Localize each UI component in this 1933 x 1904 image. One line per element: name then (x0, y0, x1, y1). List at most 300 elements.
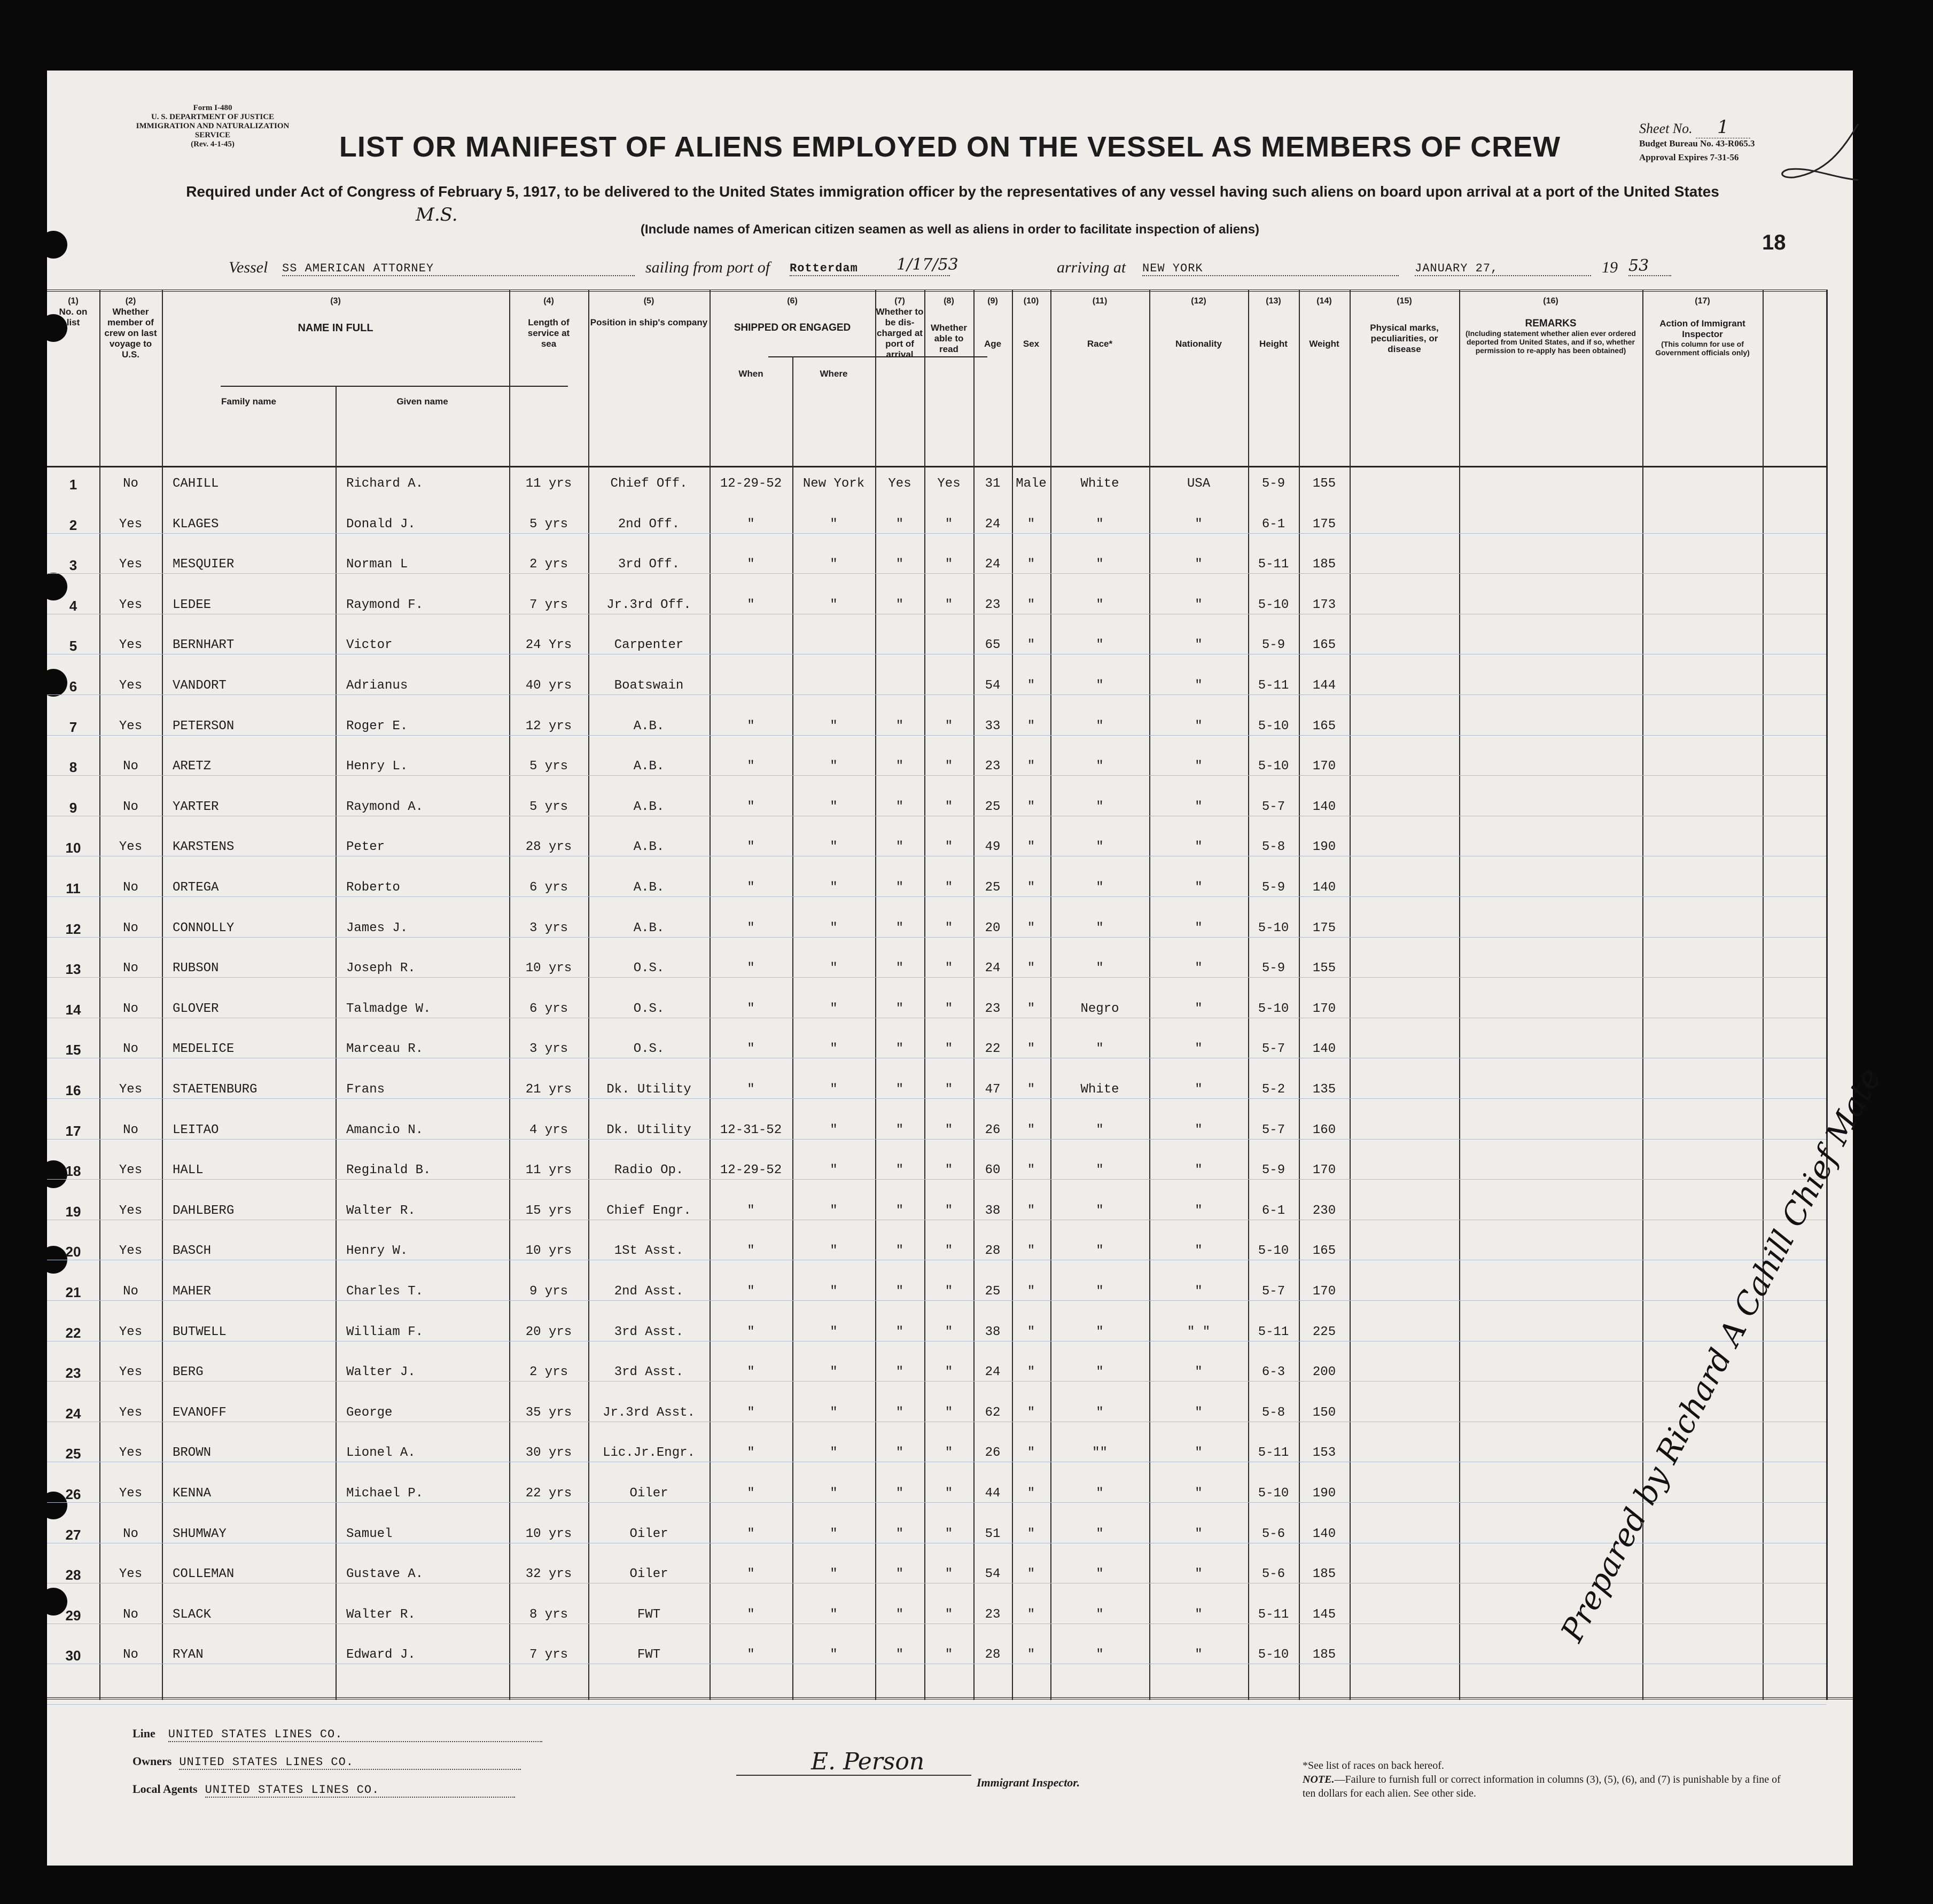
engaged-when-cell: " (747, 1405, 755, 1420)
given-name-cell: Joseph R. (346, 961, 416, 976)
vessel-name: SS AMERICAN ATTORNEY (282, 262, 635, 276)
col3-label: NAME IN FULL (298, 322, 373, 334)
weight-cell: 160 (1312, 1122, 1336, 1137)
race-cell: " (1096, 1042, 1104, 1057)
nationality-cell: " (1195, 1365, 1203, 1380)
position-cell: Oiler (629, 1567, 668, 1582)
table-row (47, 759, 1826, 781)
engaged-when-cell: " (747, 719, 755, 733)
position-cell: Jr.3rd Asst. (603, 1405, 695, 1420)
name-subheader-rule (221, 386, 568, 387)
last-voyage-cell: Yes (119, 638, 143, 653)
col17-note: (This column for use of Government officials only) (1655, 340, 1750, 357)
nationality-cell: " (1195, 1203, 1203, 1218)
col12-header (1149, 296, 1248, 349)
table-row (47, 800, 1826, 821)
race-cell: " (1096, 1365, 1104, 1380)
col14-number: (14) (1316, 296, 1332, 306)
nationality-cell: " (1195, 840, 1203, 855)
service-length-cell: 7 yrs (529, 597, 568, 612)
race-cell: " (1096, 1486, 1104, 1501)
col9-header (973, 296, 1012, 349)
given-name-header: Given name (396, 396, 448, 407)
nationality-cell: " (1195, 920, 1203, 935)
able-to-read-cell: " (945, 517, 953, 532)
family-name-cell: ARETZ (173, 759, 212, 774)
position-cell: Radio Op. (614, 1163, 684, 1178)
given-name-cell: Adrianus (346, 678, 408, 693)
family-name-cell: BROWN (173, 1446, 212, 1461)
height-cell: 5-8 (1261, 1405, 1285, 1420)
last-voyage-cell: Yes (119, 1324, 143, 1339)
last-voyage-cell: No (123, 880, 138, 895)
row-number-cell: 9 (69, 799, 77, 816)
given-name-cell: Talmadge W. (346, 1001, 431, 1016)
col13-header (1248, 296, 1299, 349)
engaged-when-cell: " (747, 597, 755, 612)
discharged-cell: " (895, 1567, 904, 1582)
age-cell: 54 (985, 1567, 1001, 1582)
crew-table (47, 290, 1853, 1700)
service-length-cell: 7 yrs (529, 1648, 568, 1663)
sex-cell: " (1027, 557, 1035, 572)
engaged-when-cell: 12-29-52 (720, 477, 782, 491)
engaged-where-cell: " (830, 719, 838, 733)
family-name-cell: CAHILL (173, 477, 219, 491)
table-row (47, 840, 1826, 861)
col12-label: Nationality (1175, 339, 1222, 349)
height-cell: 5-10 (1258, 597, 1289, 612)
age-cell: 60 (985, 1163, 1001, 1178)
row-number-cell: 28 (65, 1567, 81, 1583)
row-number-cell: 8 (69, 759, 77, 776)
discharged-cell: " (895, 1486, 904, 1501)
discharged-cell: " (895, 880, 904, 895)
nationality-cell: " (1195, 1082, 1203, 1097)
race-cell: " (1096, 961, 1104, 976)
sex-cell: " (1027, 719, 1035, 733)
engaged-when-cell: " (747, 920, 755, 935)
race-cell: " (1096, 799, 1104, 814)
height-cell: 5-10 (1258, 1648, 1289, 1663)
engaged-where-cell: " (830, 961, 838, 976)
family-name-cell: RYAN (173, 1648, 204, 1663)
discharged-cell: " (895, 840, 904, 855)
able-to-read-cell: " (945, 1001, 953, 1016)
race-cell: " (1096, 1607, 1104, 1622)
service-length-cell: 10 yrs (525, 1244, 572, 1259)
discharged-cell: " (895, 961, 904, 976)
last-voyage-cell: No (123, 1042, 138, 1057)
family-name-cell: MEDELICE (173, 1042, 235, 1057)
engaged-where-cell: " (830, 1324, 838, 1339)
service-length-cell: 3 yrs (529, 920, 568, 935)
row-number-cell: 30 (65, 1648, 81, 1664)
engaged-where-cell: " (830, 1284, 838, 1299)
weight-cell: 185 (1312, 557, 1336, 572)
engaged-when-cell: " (747, 759, 755, 774)
last-voyage-cell: Yes (119, 1203, 143, 1218)
race-cell: Negro (1080, 1001, 1119, 1016)
col13-number: (13) (1266, 296, 1281, 306)
weight-cell: 155 (1312, 477, 1336, 491)
engaged-where-cell: " (830, 799, 838, 814)
row-number-cell: 22 (65, 1324, 81, 1341)
height-cell: 5-11 (1258, 678, 1289, 693)
row-number-cell: 14 (65, 1001, 81, 1018)
nationality-cell: " (1195, 759, 1203, 774)
service-length-cell: 11 yrs (525, 1163, 572, 1178)
age-cell: 33 (985, 719, 1001, 733)
height-cell: 5-7 (1261, 1042, 1285, 1057)
weight-cell: 140 (1312, 880, 1336, 895)
discharged-cell: " (895, 1244, 904, 1259)
race-cell: " (1096, 1122, 1104, 1137)
race-cell: " (1096, 597, 1104, 612)
age-cell: 23 (985, 759, 1001, 774)
given-name-cell: Gustave A. (346, 1567, 424, 1582)
service-length-cell: 5 yrs (529, 799, 568, 814)
position-cell: O.S. (633, 1042, 665, 1057)
discharged-cell: " (895, 719, 904, 733)
table-row (47, 477, 1826, 498)
position-cell: FWT (637, 1648, 661, 1663)
engaged-when-cell: " (747, 840, 755, 855)
table-row (47, 1486, 1826, 1508)
discharged-cell: " (895, 1163, 904, 1178)
nationality-cell: " (1195, 799, 1203, 814)
nationality-cell: " (1195, 1122, 1203, 1137)
able-to-read-cell: " (945, 1284, 953, 1299)
sex-cell: " (1027, 1042, 1035, 1057)
engaged-when-cell: " (747, 1567, 755, 1582)
last-voyage-cell: Yes (119, 1082, 143, 1097)
service-length-cell: 3 yrs (529, 1042, 568, 1057)
race-cell: " (1096, 1324, 1104, 1339)
service-length-cell: 2 yrs (529, 1365, 568, 1380)
col14-label: Weight (1309, 339, 1339, 349)
when-header: When (738, 369, 763, 379)
weight-cell: 190 (1312, 840, 1336, 855)
weight-cell: 140 (1312, 1526, 1336, 1541)
port-of-sailing: Rotterdam (790, 262, 950, 276)
last-voyage-cell: Yes (119, 678, 143, 693)
sex-cell: " (1027, 1365, 1035, 1380)
family-name-header: Family name (221, 396, 276, 407)
age-cell: 23 (985, 1001, 1001, 1016)
inspector-field (736, 1748, 1110, 1791)
sheet-number (1639, 116, 1750, 138)
age-cell: 38 (985, 1324, 1001, 1339)
able-to-read-cell: " (945, 840, 953, 855)
last-voyage-cell: No (123, 477, 138, 491)
given-name-cell: Walter R. (346, 1607, 416, 1622)
weight-cell: 150 (1312, 1405, 1336, 1420)
nationality-cell: " (1195, 1405, 1203, 1420)
family-name-cell: LEDEE (173, 597, 212, 612)
able-to-read-cell: " (945, 1446, 953, 1461)
given-name-cell: Norman L (346, 557, 408, 572)
nationality-cell: " (1195, 638, 1203, 653)
able-to-read-cell: " (945, 719, 953, 733)
weight-cell: 135 (1312, 1082, 1336, 1097)
given-name-cell: Walter J. (346, 1365, 416, 1380)
family-name-cell: RUBSON (173, 961, 219, 976)
height-cell: 5-10 (1258, 759, 1289, 774)
service-length-cell: 12 yrs (525, 719, 572, 733)
budget-info (1639, 137, 1755, 165)
table-row (47, 880, 1826, 902)
nationality-cell: " (1195, 1001, 1203, 1016)
service-length-cell: 10 yrs (525, 1526, 572, 1541)
engaged-where-cell: " (830, 1607, 838, 1622)
table-row (47, 517, 1826, 539)
family-name-cell: GLOVER (173, 1001, 219, 1016)
discharged-cell: " (895, 517, 904, 532)
age-cell: 65 (985, 638, 1001, 653)
page-number: 18 (1762, 231, 1786, 254)
age-cell: 25 (985, 1284, 1001, 1299)
header-bottom-rule (47, 466, 1826, 467)
table-row (47, 1002, 1826, 1023)
position-cell: 3rd Off. (618, 557, 680, 572)
sex-cell: " (1027, 1324, 1035, 1339)
height-cell: 5-11 (1258, 1446, 1289, 1461)
nationality-cell: " (1195, 880, 1203, 895)
manifest-sheet (47, 71, 1888, 1866)
race-cell: " (1096, 517, 1104, 532)
sex-cell: " (1027, 1648, 1035, 1663)
sex-cell: " (1027, 1001, 1035, 1016)
last-voyage-cell: Yes (119, 1405, 143, 1420)
able-to-read-cell: " (945, 1607, 953, 1622)
able-to-read-cell: " (945, 759, 953, 774)
last-voyage-cell: No (123, 1001, 138, 1016)
last-voyage-cell: Yes (119, 1567, 143, 1582)
race-cell: " (1096, 759, 1104, 774)
form-subtitle: Required under Act of Congress of February 5, 1917, to be delivered to the United States immigration officer by the representatives of any vessel having such aliens on board upon arrival at a port of the United States (186, 183, 1719, 200)
last-voyage-cell: No (123, 759, 138, 774)
race-cell: " (1096, 678, 1104, 693)
row-number-cell: 24 (65, 1405, 81, 1422)
weight-cell: 185 (1312, 1567, 1336, 1582)
family-name-cell: PETERSON (173, 719, 235, 733)
family-name-cell: EVANOFF (173, 1405, 227, 1420)
sex-cell: " (1027, 1082, 1035, 1097)
prepared-by-signature: Prepared by Richard A Cahill Chief Mate (1554, 1062, 1888, 1648)
sex-cell: " (1027, 638, 1035, 653)
position-cell: Chief Engr. (606, 1203, 691, 1218)
table-row (47, 557, 1826, 579)
given-name-cell: Edward J. (346, 1648, 416, 1663)
col10-header (1012, 296, 1050, 349)
weight-cell: 173 (1312, 597, 1336, 612)
position-cell: O.S. (633, 961, 665, 976)
service-length-cell: 20 yrs (525, 1324, 572, 1339)
nationality-cell: " (1195, 1526, 1203, 1541)
last-voyage-cell: Yes (119, 1446, 143, 1461)
sex-cell: " (1027, 920, 1035, 935)
position-cell: Oiler (629, 1486, 668, 1501)
col3-number: (3) (330, 296, 341, 306)
discharged-cell: " (895, 1526, 904, 1541)
height-cell: 6-1 (1261, 517, 1285, 532)
table-row (47, 1123, 1826, 1144)
engaged-where-cell: " (830, 1203, 838, 1218)
weight-cell: 140 (1312, 1042, 1336, 1057)
table-row (47, 1567, 1826, 1588)
engaged-where-cell: " (830, 1001, 838, 1016)
col16-label: REMARKS (1525, 318, 1577, 329)
height-cell: 5-10 (1258, 1001, 1289, 1016)
row-number-cell: 7 (69, 719, 77, 735)
position-cell: Dk. Utility (606, 1082, 691, 1097)
height-cell: 5-6 (1261, 1526, 1285, 1541)
position-cell: 3rd Asst. (614, 1365, 684, 1380)
nationality-cell: USA (1187, 477, 1211, 491)
discharged-cell: " (895, 557, 904, 572)
weight-cell: 145 (1312, 1607, 1336, 1622)
family-name-cell: COLLEMAN (173, 1567, 235, 1582)
col17-header (1642, 296, 1763, 357)
sex-cell: " (1027, 1203, 1035, 1218)
given-name-cell: Samuel (346, 1526, 393, 1541)
last-voyage-cell: No (123, 961, 138, 976)
sex-cell: " (1027, 1567, 1035, 1582)
last-voyage-cell: Yes (119, 1486, 143, 1501)
row-number-cell: 27 (65, 1526, 81, 1543)
table-row (47, 638, 1826, 659)
able-to-read-cell: " (945, 1405, 953, 1420)
able-to-read-cell: " (945, 961, 953, 976)
position-cell: 2nd Off. (618, 517, 680, 532)
discharged-cell: " (895, 1284, 904, 1299)
footer-rule (47, 1697, 1853, 1699)
sex-cell: " (1027, 1163, 1035, 1178)
height-cell: 5-11 (1258, 1324, 1289, 1339)
engaged-where-cell: " (830, 840, 838, 855)
line-value: UNITED STATES LINES CO. (168, 1728, 542, 1742)
engaged-when-cell: 12-31-52 (720, 1122, 782, 1137)
age-cell: 25 (985, 799, 1001, 814)
discharged-cell: " (895, 597, 904, 612)
sex-cell: " (1027, 1486, 1035, 1501)
sex-cell: " (1027, 1446, 1035, 1461)
year-suffix: 53 (1628, 256, 1671, 276)
engaged-when-cell: " (747, 557, 755, 572)
row-number-cell: 17 (65, 1122, 81, 1139)
owners-field (132, 1754, 667, 1770)
table-row (47, 719, 1826, 740)
service-length-cell: 10 yrs (525, 961, 572, 976)
col7-label: Whether to be dis-charged at port of arrival (876, 307, 924, 360)
last-voyage-cell: Yes (119, 557, 143, 572)
col5-header (588, 296, 710, 328)
age-cell: 26 (985, 1446, 1001, 1461)
height-cell: 5-2 (1261, 1082, 1285, 1097)
col2-header (99, 296, 162, 360)
age-cell: 22 (985, 1042, 1001, 1057)
height-cell: 5-9 (1261, 477, 1285, 491)
position-cell: FWT (637, 1607, 661, 1622)
given-name-cell: Roberto (346, 880, 400, 895)
sex-cell: " (1027, 1122, 1035, 1137)
inspector-label: Immigrant Inspector. (977, 1776, 1080, 1789)
given-name-cell: Henry W. (346, 1244, 408, 1259)
table-row (47, 1446, 1826, 1467)
nationality-cell: " (1195, 1446, 1203, 1461)
family-name-cell: ORTEGA (173, 880, 219, 895)
engaged-where-cell: " (830, 1526, 838, 1541)
col2-number: (2) (125, 296, 136, 306)
engaged-when-cell: " (747, 880, 755, 895)
last-voyage-cell: Yes (119, 719, 143, 733)
age-cell: 24 (985, 1365, 1001, 1380)
table-row (47, 678, 1826, 700)
arrival-port: NEW YORK (1142, 262, 1399, 276)
service-length-cell: 6 yrs (529, 880, 568, 895)
row-number-cell: 15 (65, 1042, 81, 1058)
col1-header (47, 296, 99, 328)
able-to-read-cell: " (945, 1365, 953, 1380)
form-number: Form I-480 (193, 104, 232, 112)
engaged-where-cell: " (830, 1082, 838, 1097)
where-header: Where (820, 369, 848, 379)
engaged-when-cell: " (747, 1365, 755, 1380)
given-name-cell: William F. (346, 1324, 424, 1339)
nationality-cell: " (1195, 719, 1203, 733)
sex-cell: " (1027, 1284, 1035, 1299)
vessel-line (229, 255, 1725, 280)
able-to-read-cell: " (945, 1324, 953, 1339)
service-length-cell: 35 yrs (525, 1405, 572, 1420)
sex-cell: Male (1016, 477, 1047, 491)
engaged-when-cell: " (747, 1446, 755, 1461)
col1-number: (1) (68, 296, 79, 306)
col8-label: Whether able to read (931, 323, 967, 354)
last-voyage-cell: No (123, 1607, 138, 1622)
age-cell: 23 (985, 1607, 1001, 1622)
nationality-cell: " (1195, 1567, 1203, 1582)
sex-cell: " (1027, 517, 1035, 532)
engaged-where-cell: " (830, 1244, 838, 1259)
position-cell: Jr.3rd Off. (606, 597, 691, 612)
col3-header (162, 296, 509, 333)
age-cell: 49 (985, 840, 1001, 855)
weight-cell: 225 (1312, 1324, 1336, 1339)
col2-label: Whether member of crew on last voyage to U.S. (104, 307, 157, 360)
given-name-cell: Amancio N. (346, 1122, 424, 1137)
family-name-cell: KLAGES (173, 517, 219, 532)
weight-cell: 165 (1312, 719, 1336, 733)
table-row (47, 1284, 1826, 1306)
table-row (47, 1082, 1826, 1104)
discharged-cell: " (895, 920, 904, 935)
engaged-where-cell: " (830, 597, 838, 612)
engaged-where-cell: New York (802, 477, 865, 491)
service-length-cell: 2 yrs (529, 557, 568, 572)
age-cell: 23 (985, 597, 1001, 612)
table-row (47, 1042, 1826, 1063)
last-voyage-cell: No (123, 1648, 138, 1663)
given-name-cell: Raymond A. (346, 799, 424, 814)
col14-header (1299, 296, 1350, 349)
engaged-when-cell: " (747, 1244, 755, 1259)
able-to-read-cell: " (945, 1567, 953, 1582)
height-cell: 5-8 (1261, 840, 1285, 855)
year-prefix: 19 (1602, 259, 1618, 276)
engaged-where-cell: " (830, 1163, 838, 1178)
